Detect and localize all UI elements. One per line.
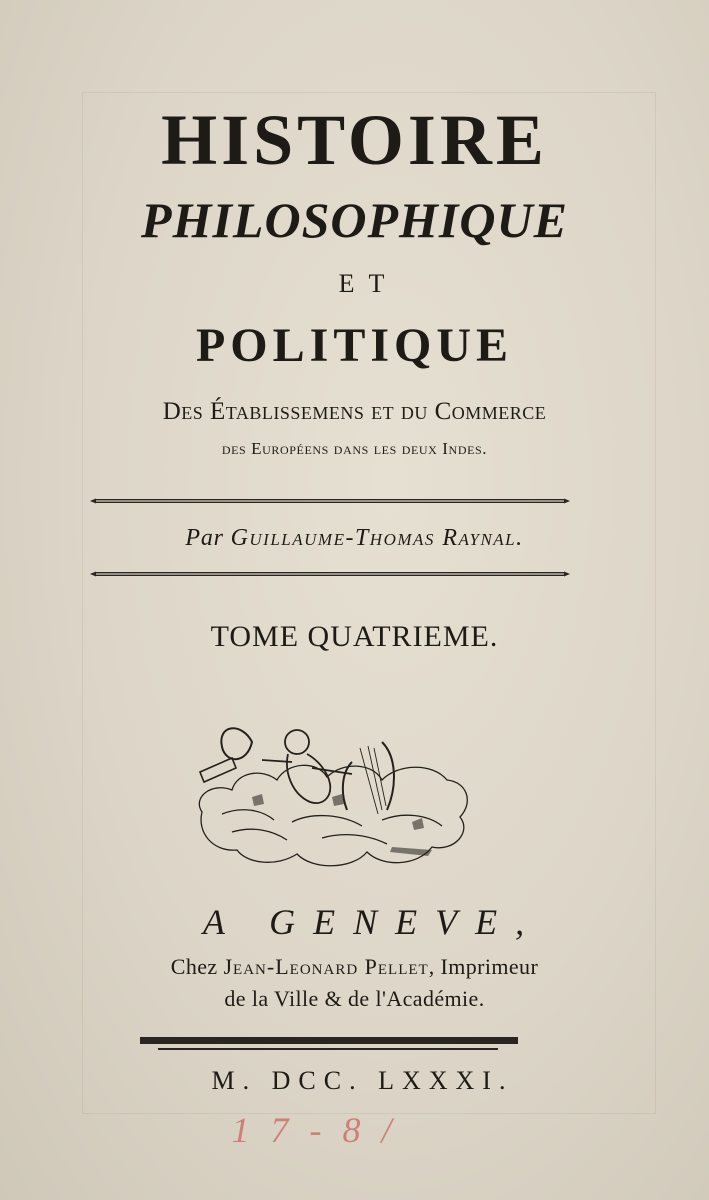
place-of-publication: A GENEVE, [202,902,543,942]
printer-line-2: de la Ville & de l'Académie. [224,986,485,1011]
title-et: ET [338,269,399,298]
title-politique: POLITIQUE [195,319,514,372]
thin-rule [158,1048,498,1050]
ornamental-rule-top [90,498,570,504]
publication-date: M. DCC. LXXXI. [211,1066,514,1095]
subtitle-line-1: Des Établissemens et du Commerce [162,398,547,425]
author-prefix: Par [185,525,231,551]
subtitle-line-2: des Européens dans les deux Indes. [221,439,488,458]
title-philosophique: PHILOSOPHIQUE [141,192,568,248]
author-name: Guillaume-Thomas Raynal. [230,525,524,551]
cherub-vignette-icon [192,702,474,870]
ornamental-rule-bottom [90,571,570,577]
handwritten-annotation: 1 7 - 8 / [231,1110,398,1150]
printer-name: Jean-Leonard Pellet [223,954,429,979]
thick-rule [140,1037,518,1044]
volume-label: TOME QUATRIEME. [210,620,499,653]
printer-line [0,952,709,982]
printer-suffix: , Imprimeur [428,954,539,979]
title-histoire: HISTOIRE [161,100,548,180]
printer-prefix: Chez [170,954,224,979]
author-line [0,522,709,554]
